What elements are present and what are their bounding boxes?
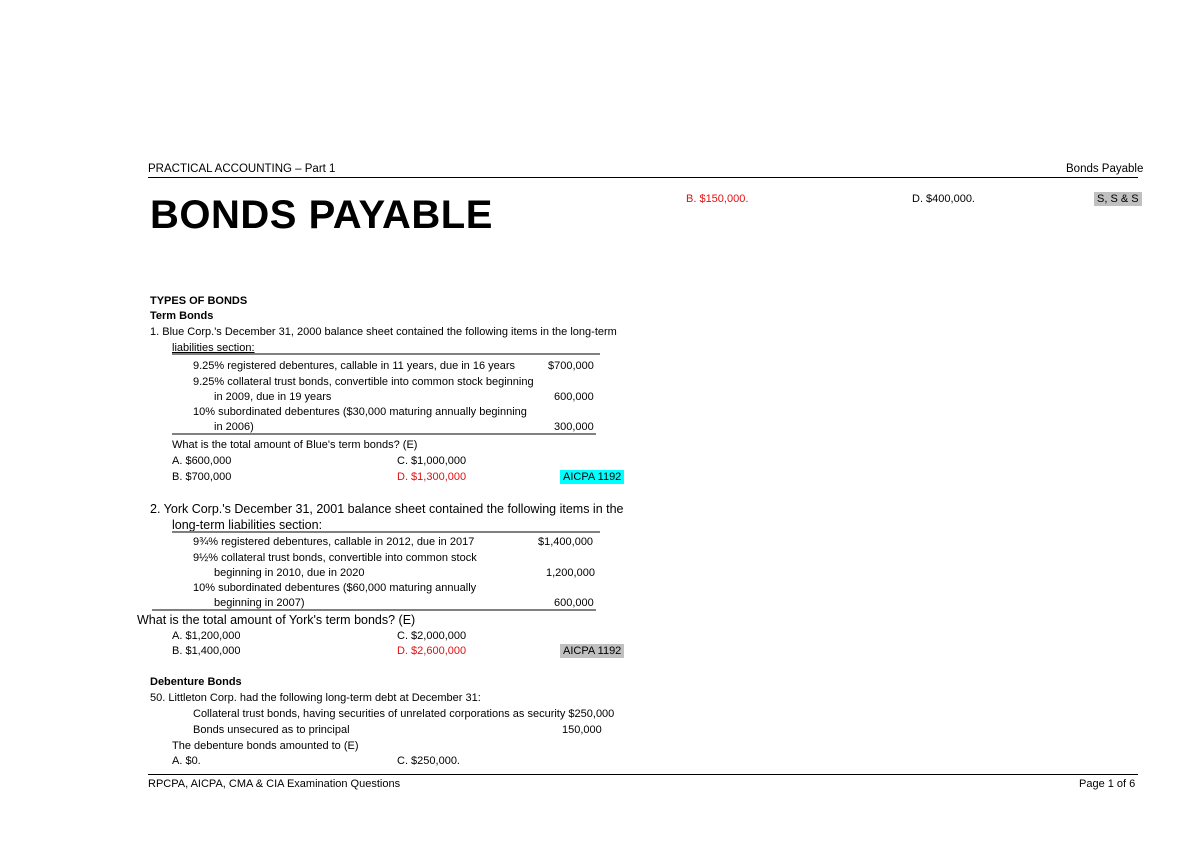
q1-source-badge: AICPA 1192 xyxy=(560,470,624,484)
q2-item-5-label: beginning in 2007) xyxy=(214,597,305,609)
page-title: BONDS PAYABLE xyxy=(150,193,493,237)
header-right: Bonds Payable xyxy=(1066,163,1144,175)
q50-question: The debenture bonds amounted to (E) xyxy=(172,740,359,752)
q2-question: What is the total amount of York's term bonds? (E) xyxy=(137,613,416,627)
q1-stem-line2: liabilities section: xyxy=(172,342,255,354)
q2-choice-c: C. $2,000,000 xyxy=(397,630,467,642)
q1-choice-a: A. $600,000 xyxy=(172,455,232,467)
q2-item-3-amount: 1,200,000 xyxy=(546,567,595,579)
header-rule xyxy=(148,177,1138,178)
q1-choice-c: C. $1,000,000 xyxy=(397,455,467,467)
footer-left: RPCPA, AICPA, CMA & CIA Examination Questions xyxy=(148,778,401,790)
q1-item-1-label: 9.25% registered debentures, callable in 11 years, due in 16 years xyxy=(193,360,516,372)
q1-item-4-label: 10% subordinated debentures ($30,000 maturing annually beginning xyxy=(193,406,527,418)
q50-stem: 50. Littleton Corp. had the following long-term debt at December 31: xyxy=(150,692,481,704)
q2-item-5-amount: 600,000 xyxy=(554,597,594,609)
q1-choice-d: D. $1,300,000 xyxy=(397,471,467,483)
q2-item-2-label: 9½% collateral trust bonds, convertible into common stock xyxy=(193,552,477,564)
section-types-of-bonds: TYPES OF BONDS xyxy=(150,295,248,307)
section-term-bonds: Term Bonds xyxy=(150,310,214,322)
section-debenture-bonds: Debenture Bonds xyxy=(150,676,242,688)
q2-choice-a: A. $1,200,000 xyxy=(172,630,241,642)
header-left: PRACTICAL ACCOUNTING – Part 1 xyxy=(148,163,336,175)
q50-item-1: Collateral trust bonds, having securities of unrelated corporations as security $250,000 xyxy=(193,708,615,720)
q2-table-top-rule xyxy=(172,531,600,533)
q1-question: What is the total amount of Blue's term bonds? (E) xyxy=(172,439,418,451)
q2-item-4-label: 10% subordinated debentures ($60,000 maturing annually xyxy=(193,582,477,594)
footer-page-number: Page 1 of 6 xyxy=(1079,778,1136,790)
q2-source-badge: AICPA 1192 xyxy=(560,644,624,658)
q1-item-3-label: in 2009, due in 19 years xyxy=(214,391,332,403)
q1-choice-b: B. $700,000 xyxy=(172,471,232,483)
q2-table-bottom-rule xyxy=(152,609,596,611)
q1-stem-line1: 1. Blue Corp.'s December 31, 2000 balance sheet contained the following items in the long-term xyxy=(150,326,617,338)
q2-stem-line2: long-term liabilities section: xyxy=(172,518,323,532)
q1-item-5-label: in 2006) xyxy=(214,421,254,433)
q2-choice-b: B. $1,400,000 xyxy=(172,645,241,657)
q2-choice-d: D. $2,600,000 xyxy=(397,645,467,657)
q2-item-1-amount: $1,400,000 xyxy=(538,536,594,548)
q50-choice-a: A. $0. xyxy=(172,755,201,767)
answer-d-right: D. $400,000. xyxy=(912,193,975,205)
q50-item-2-amount: 150,000 xyxy=(562,724,602,736)
footer-rule xyxy=(148,774,1138,775)
q2-stem-line1: 2. York Corp.'s December 31, 2001 balance sheet contained the following items in the xyxy=(150,502,624,516)
source-badge-sss: S, S & S xyxy=(1094,192,1142,206)
q1-item-3-amount: 600,000 xyxy=(554,391,594,403)
answer-b-right: B. $150,000. xyxy=(686,193,749,205)
q50-item-2-label: Bonds unsecured as to principal xyxy=(193,724,350,736)
q1-item-1-amount: $700,000 xyxy=(548,360,594,372)
q2-item-3-label: beginning in 2010, due in 2020 xyxy=(214,567,365,579)
q1-table-bottom-rule xyxy=(172,433,596,435)
q1-item-5-amount: 300,000 xyxy=(554,421,594,433)
q2-item-1-label: 9¾% registered debentures, callable in 2012, due in 2017 xyxy=(193,536,475,548)
q1-table-top-rule xyxy=(172,353,600,355)
q50-choice-c: C. $250,000. xyxy=(397,755,460,767)
q1-item-2-label: 9.25% collateral trust bonds, convertible into common stock beginning xyxy=(193,376,534,388)
